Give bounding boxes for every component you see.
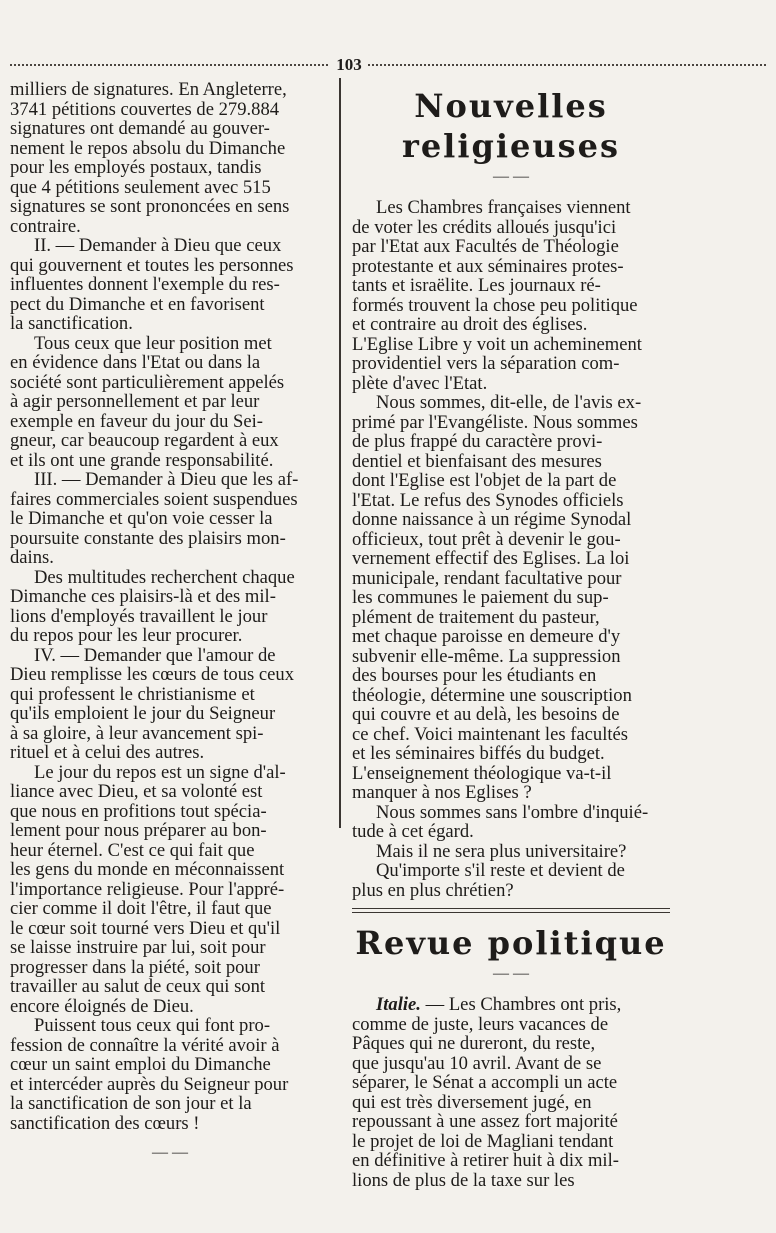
text-line: qui gouvernent et toutes les personnes — [10, 254, 294, 276]
header-rule-left — [10, 64, 328, 66]
section-title-nouvelles-religieuses: Nouvelles religieuses — [401, 87, 621, 165]
text-line: lement pour nous préparer au bon- — [10, 820, 267, 841]
text-line: progresser dans la piété, soit pour — [10, 956, 260, 978]
text-line: dont l'Eglise est l'objet de la part de — [352, 470, 617, 491]
text-line: du repos pour les leur procurer. — [10, 625, 243, 646]
text-line: met chaque paroisse en demeure d'y — [352, 626, 621, 647]
text-line: et ils ont une grande responsabilité. — [10, 449, 274, 471]
text-line: officieux, tout prêt à devenir le gou- — [352, 528, 621, 550]
text-line: Dieu remplisse les cœurs de tous ceux — [10, 664, 294, 685]
text-line: providentiel vers la séparation com- — [352, 353, 620, 374]
text-line: l'Etat. Le refus des Synodes officiels — [352, 489, 624, 511]
text-line: L'enseignement théologique va-t-il — [352, 762, 612, 784]
text-line: Pâques qui ne dureront, du reste, — [352, 1033, 596, 1054]
text-line: gneur, car beaucoup regardent à eux — [10, 430, 279, 451]
left-column — [10, 80, 330, 1230]
text-line: comme de juste, leurs vacances de — [352, 1013, 609, 1035]
end-mark: — — — [152, 1144, 188, 1161]
text-line: et contraire au droit des églises. — [352, 314, 588, 335]
text-line: à sa gloire, à leur avancement spi- — [10, 722, 264, 744]
text-line: plus en plus chrétien? — [352, 879, 514, 901]
text-line: et les séminaires biffés du budget. — [352, 743, 605, 764]
text-line: vernement effectif des Eglises. La loi — [352, 548, 630, 569]
text-line: en évidence dans l'Etat ou dans la — [10, 352, 261, 373]
text-line: protestante et aux séminaires protes- — [352, 255, 624, 277]
text-line: que jusqu'au 10 avril. Avant de se — [352, 1052, 602, 1074]
text-line: repoussant à une assez fort majorité — [352, 1111, 618, 1132]
text-line: Qu'importe s'il reste et devient de — [376, 860, 625, 881]
text-line: travailler au salut de ceux qui sont — [10, 976, 266, 997]
text-line: IV. — Demander que l'amour de — [34, 644, 276, 666]
text-line: manquer à nos Eglises ? — [352, 782, 532, 803]
text-line: le cœur soit tourné vers Dieu et qu'il — [10, 917, 281, 939]
text-line: Mais il ne sera plus universitaire? — [376, 840, 627, 862]
text-line: la sanctification de son jour et la — [10, 1093, 252, 1114]
country-label: Italie. — [376, 994, 421, 1015]
text-line: les communes le paiement du sup- — [352, 587, 609, 608]
text-line: heur éternel. C'est ce qui fait que — [10, 839, 255, 861]
text-line: le Dimanche et qu'on voie cesser la — [10, 508, 273, 529]
text-line: Puissent tous ceux qui font pro- — [34, 1015, 271, 1036]
text-line: l'importance religieuse. Pour l'appré- — [10, 878, 285, 900]
text-line: primé par l'Evangéliste. Nous sommes — [352, 411, 638, 433]
text-line: et intercéder auprès du Seigneur pour — [10, 1073, 289, 1095]
text-line: société sont particulièrement appelés — [10, 371, 285, 393]
text-line: de plus frappé du caractère provi- — [352, 431, 603, 452]
nouvelles-religieuses-text — [352, 198, 670, 900]
section-title-dash: — — — [493, 965, 529, 982]
text-line: qui couvre et au delà, les besoins de — [352, 704, 620, 725]
text-line: séparer, le Sénat a accompli un acte — [352, 1072, 618, 1093]
text-line: théologie, détermine une souscription — [352, 684, 632, 706]
text-line: pour les employés postaux, tandis — [10, 157, 262, 178]
text-line: Tous ceux que leur position met — [34, 332, 272, 354]
text-line: exemple en faveur du jour du Sei- — [10, 410, 263, 432]
text-line: à agir personnellement et par leur — [10, 391, 260, 412]
text-line: pect du Dimanche et en favorisent — [10, 293, 265, 315]
text-line: donne naissance à un régime Synodal — [352, 509, 632, 530]
text-line: lions d'employés travaillent le jour — [10, 605, 268, 627]
text-line: Des multitudes recherchent chaque — [34, 566, 295, 588]
revue-politique-text — [352, 995, 670, 1190]
text-line: qu'ils emploient le jour du Seigneur — [10, 703, 276, 724]
text-line: formés trouvent la chose peu politique — [352, 294, 638, 316]
text-line: les gens du monde en méconnaissent — [10, 859, 285, 880]
text-line: municipale, rendant facultative pour — [352, 567, 622, 589]
text-line: dentiel et bienfaisant des mesures — [352, 450, 602, 472]
header-rule-right — [368, 64, 766, 66]
text-line: faires commerciales soient suspendues — [10, 488, 298, 510]
left-column-text — [10, 80, 330, 1133]
text-line: cœur un saint emploi du Dimanche — [10, 1054, 271, 1075]
text-line: Le jour du repos est un signe d'al- — [34, 761, 286, 783]
text-line: sanctification des cœurs ! — [10, 1112, 200, 1134]
text-line: liance avec Dieu, et sa volonté est — [10, 781, 263, 802]
text-line: II. — Demander à Dieu que ceux — [34, 235, 282, 256]
text-line: fession de connaître la vérité avoir à — [10, 1034, 280, 1056]
text-line: III. — Demander à Dieu que les af- — [34, 469, 299, 490]
text-line: par l'Etat aux Facultés de Théologie — [352, 236, 619, 257]
section-title-revue-politique: Revue politique — [355, 924, 667, 962]
text-line: plément de traitement du pasteur, — [352, 606, 600, 628]
text-line: subvenir elle-même. La suppression — [352, 645, 621, 667]
text-line: signatures ont demandé au gouver- — [10, 118, 270, 139]
text-line: rituel et à celui des autres. — [10, 742, 205, 763]
text-line: le projet de loi de Magliani tendant — [352, 1130, 614, 1152]
column-divider — [339, 78, 341, 828]
text-line: la sanctification. — [10, 313, 133, 334]
text-line: qui est très diversement jugé, en — [352, 1091, 592, 1113]
text-line-rest: — Les Chambres ont pris, — [420, 994, 622, 1015]
text-line: encore éloignés de Dieu. — [10, 995, 194, 1017]
text-line: de voter les crédits alloués jusqu'ici — [352, 216, 617, 238]
text-line: contraire. — [10, 215, 81, 237]
text-line: qui professent le christianisme et — [10, 683, 255, 705]
text-line: que 4 pétitions seulement avec 515 — [10, 176, 271, 198]
text-line: nement le repos absolu du Dimanche — [10, 137, 286, 159]
text-line: ce chef. Voici maintenant les facultés — [352, 723, 629, 745]
page-header — [10, 55, 766, 75]
text-line: Les Chambres françaises viennent — [376, 197, 631, 218]
text-line: signatures se sont prononcées en sens — [10, 196, 290, 217]
text-line: que nous en profitions tout spécia- — [10, 800, 267, 822]
text-line: lions de plus de la taxe sur les — [352, 1169, 575, 1191]
text-line: Dimanche ces plaisirs-là et des mil- — [10, 586, 276, 607]
text-line: L'Eglise Libre y voit un acheminement — [352, 333, 642, 355]
text-line: Nous sommes, dit-elle, de l'avis ex- — [376, 392, 642, 413]
text-line: poursuite constante des plaisirs mon- — [10, 527, 286, 549]
text-line: tants et israëlite. Les journaux ré- — [352, 275, 601, 296]
page-number: 103 — [336, 55, 362, 74]
text-line: dains. — [10, 547, 54, 568]
text-line: milliers de signatures. En Angleterre, — [10, 79, 287, 100]
text-line: des bourses pour les étudiants en — [352, 665, 597, 686]
section-separator — [352, 908, 670, 913]
text-line — [352, 995, 670, 1015]
text-line: Nous sommes sans l'ombre d'inquié- — [376, 801, 649, 823]
text-line: influentes donnent l'exemple du res- — [10, 274, 280, 295]
text-line: tude à cet égard. — [352, 821, 474, 842]
text-line: plète d'avec l'Etat. — [352, 372, 488, 394]
text-line: 3741 pétitions couvertes de 279.884 — [10, 98, 280, 120]
text-line: cier comme il doit l'être, il faut que — [10, 898, 272, 919]
text-line: se laisse instruire par lui, soit pour — [10, 937, 266, 958]
right-column — [352, 80, 670, 1230]
section-title-dash: — — — [493, 168, 529, 185]
text-line: en définitive à retirer huit à dix mil- — [352, 1150, 619, 1171]
